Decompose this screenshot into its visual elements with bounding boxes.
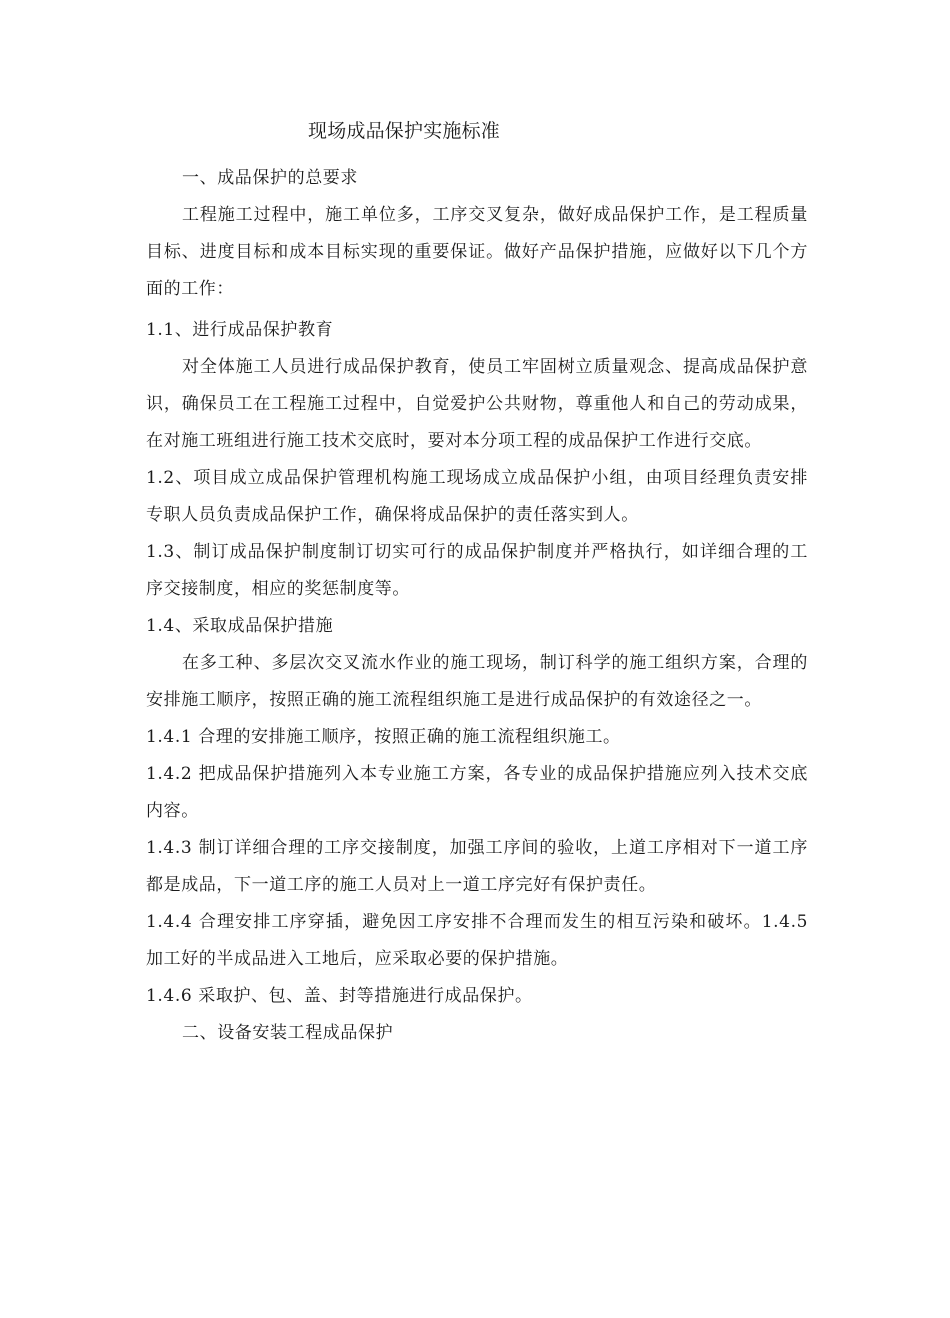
item-1-4-6: 1.4.6 采取护、包、盖、封等措施进行成品保护。 — [146, 986, 533, 1006]
item-1-4: 1.4、采取成品保护措施 — [146, 616, 334, 636]
item-1-1: 1.1、进行成品保护教育 — [146, 320, 334, 340]
paragraph-intro: 工程施工过程中，施工单位多，工序交叉复杂，做好成品保护工作，是工程质量目标、进度目标和成本目标实现的重要保证。做好产品保护措施，应做好以下几个方面的工作： — [146, 205, 808, 299]
document-title: 现场成品保护实施标准 — [308, 120, 501, 142]
section-heading-equipment-installation: 二、设备安装工程成品保护 — [182, 1023, 394, 1043]
paragraph-education: 对全体施工人员进行成品保护教育，使员工牢固树立质量观念、提高成品保护意识，确保员工在工程施工过程中，自觉爱护公共财物，尊重他人和自己的劳动成果，在对施工班组进行施工技术交底时，要对本分项工程的成品保护工作进行交底。 — [146, 357, 808, 451]
paragraph-measures: 在多工种、多层次交叉流水作业的施工现场，制订科学的施工组织方案，合理的安排施工顺序，按照正确的施工流程组织施工是进行成品保护的有效途径之一。 — [146, 653, 808, 710]
item-1-4-1: 1.4.1 合理的安排施工顺序，按照正确的施工流程组织施工。 — [146, 727, 621, 747]
item-1-4-4: 1.4.4 合理安排工序穿插，避免因工序安排不合理而发生的相互污染和破坏。1.4.5 加工好的半成品进入工地后，应采取必要的保护措施。 — [146, 912, 808, 969]
section-heading-general-requirements: 一、成品保护的总要求 — [182, 168, 358, 188]
item-1-3: 1.3、制订成品保护制度制订切实可行的成品保护制度并严格执行，如详细合理的工序交接制度，相应的奖惩制度等。 — [146, 542, 808, 599]
document-body — [146, 160, 808, 1052]
item-1-2: 1.2、项目成立成品保护管理机构施工现场成立成品保护小组，由项目经理负责安排专职人员负责成品保护工作，确保将成品保护的责任落实到人。 — [146, 468, 808, 525]
item-1-4-3: 1.4.3 制订详细合理的工序交接制度，加强工序间的验收，上道工序相对下一道工序都是成品，下一道工序的施工人员对上一道工序完好有保护责任。 — [146, 838, 808, 895]
item-1-4-2: 1.4.2 把成品保护措施列入本专业施工方案，各专业的成品保护措施应列入技术交底内容。 — [146, 764, 808, 821]
